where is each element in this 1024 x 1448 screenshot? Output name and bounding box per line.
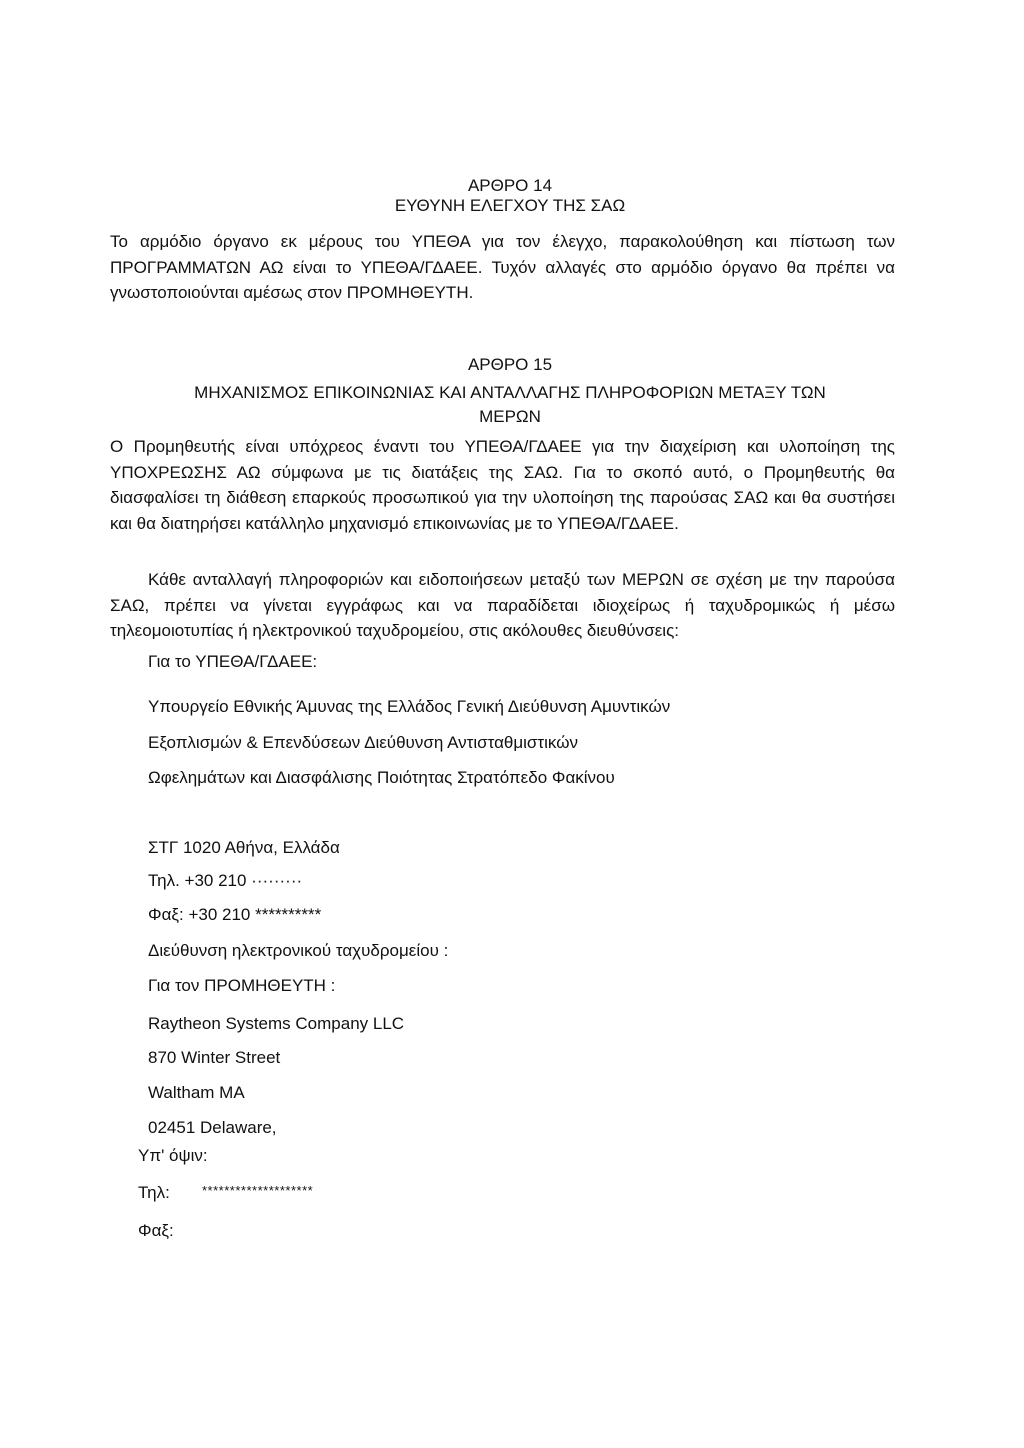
supplier-phone-value: ******************** [202, 1183, 314, 1198]
ministry-address-line2: Εξοπλισμών & Επενδύσεων Διεύθυνση Αντισταθμιστικών [148, 733, 578, 752]
article-15-title-line2: ΜΕΡΩΝ [479, 407, 541, 426]
ministry-fax: Φαξ: +30 210 ********** [148, 905, 322, 924]
article-15-paragraph-1: Ο Προμηθευτής είναι υπόχρεος έναντι του ΥΠΕΘΑ/ΓΔΑΕΕ για την διαχείριση και υλοποίηση της ΥΠΟΧΡΕΩΣΗΣ ΑΩ σύμφωνα με τις διατάξεις της ΣΑΩ. Για το σκοπό αυτό, ο Προμηθευτής θα διασφαλίσει τη διάθεση επαρκούς προσωπικού για την υλοποίηση της παρούσας ΣΑΩ και θα συστήσει και θα διατηρήσει κατάλληλο μηχανισμό επικοινωνίας με το ΥΠΕΘΑ/ΓΔΑΕΕ. [110, 437, 895, 533]
article-14-number: ΑΡΘΡΟ 14 [467, 176, 553, 195]
article-15-title-line1: ΜΗΧΑΝΙΣΜΟΣ ΕΠΙΚΟΙΝΩΝΙΑΣ ΚΑΙ ΑΝΤΑΛΛΑΓΗΣ ΠΛΗΡΟΦΟΡΙΩΝ ΜΕΤΑΞΥ ΤΩΝ [194, 383, 826, 402]
supplier-phone-label: Τηλ: [138, 1183, 170, 1202]
ministry-address-line1: Υπουργείο Εθνικής Άμυνας της Ελλάδος Γενική Διεύθυνση Αμυντικών [148, 697, 671, 716]
article-14-title: ΕΥΘΥΝΗ ΕΛΕΓΧΟΥ ΤΗΣ ΣΑΩ [394, 196, 626, 215]
article-14-text: Το αρμόδιο όργανο εκ μέρους του ΥΠΕΘΑ για τον έλεγχο, παρακολούθηση και πίστωση των ΠΡΟΓΡΑΜΜΑΤΩΝ ΑΩ είναι το ΥΠΕΘΑ/ΓΔΑΕΕ. Τυχόν αλλαγές στο αρμόδιο όργανο θα πρέπει να γνωστοποιούνται αμέσως στον ΠΡΟΜΗΘΕΥΤΗ. [110, 232, 895, 302]
supplier-zip: 02451 Delaware, [148, 1118, 277, 1137]
supplier-company: Raytheon Systems Company LLC [148, 1014, 405, 1033]
supplier-fax-label: Φαξ: [138, 1221, 174, 1240]
supplier-city: Waltham MA [148, 1083, 245, 1102]
ministry-address-line3: Ωφελημάτων και Διασφάλισης Ποιότητας Στρατόπεδο Φακίνου [148, 768, 615, 787]
supplier-heading: Για τον ΠΡΟΜΗΘΕΥΤΗ : [148, 976, 336, 995]
supplier-attention: Υπ' όψιν: [138, 1146, 208, 1165]
ministry-postal: ΣΤΓ 1020 Αθήνα, Ελλάδα [148, 838, 340, 857]
ministry-email-label: Διεύθυνση ηλεκτρονικού ταχυδρομείου : [148, 941, 449, 960]
supplier-street: 870 Winter Street [148, 1048, 281, 1067]
ministry-phone: Τηλ. +30 210 ········· [148, 871, 303, 890]
ministry-heading: Για το ΥΠΕΘΑ/ΓΔΑΕΕ: [148, 652, 318, 671]
article-15-paragraph-2: Κάθε ανταλλαγή πληροφοριών και ειδοποιήσεων μεταξύ των ΜΕΡΩΝ σε σχέση με την παρούσα ΣΑΩ, πρέπει να γίνεται εγγράφως και να παραδίδεται ιδιοχείρως ή ταχυδρομικώς ή μέσω τηλεομοιοτυπίας ή ηλεκτρονικού ταχυδρομείου, στις ακόλουθες διευθύνσεις: [110, 570, 895, 640]
article-15-number: ΑΡΘΡΟ 15 [467, 355, 553, 374]
